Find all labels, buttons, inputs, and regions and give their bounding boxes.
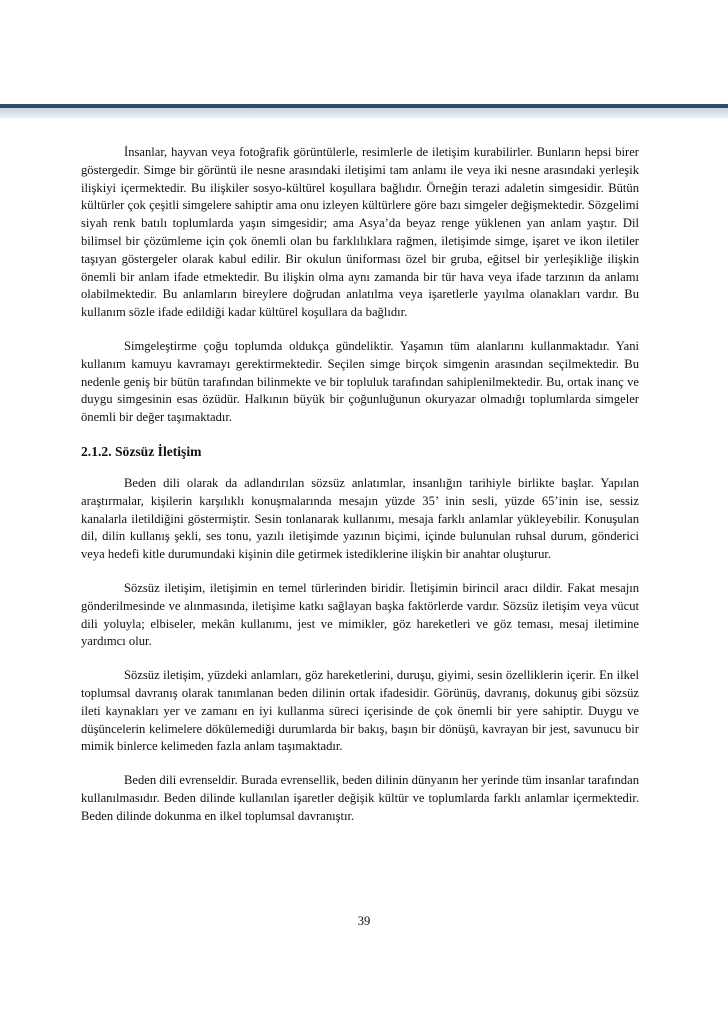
paragraph-nonverbal-types: Sözsüz iletişim, iletişimin en temel türlerinden biridir. İletişimin birincil aracı dildir. Fakat mesajın gönderilmesinde ve alınmasında, iletişime katkı sağlayan başka faktörlerde vardır. Sözsüz iletişim veya vücut dili yoluyla; elbiseler, mekân kullanımı, jest ve mimikler, göz hareketleri ve göz teması, mesaj iletimine yardımcı olur. [81,580,639,649]
paragraph-universality: Beden dili evrenseldir. Burada evrensellik, beden dilinin dünyanın her yerinde tüm insanlar tarafından kullanılmasıdır. Beden dilinde kullanılan işaretler değişik kültür ve toplumlarda farklı anlamlar içermektedir. Beden dilinde dokunma en ilkel toplumsal davranıştır. [81,773,639,823]
header-rule-shadow [0,108,728,118]
section-heading: 2.1.2. Sözsüz İletişim [81,443,202,459]
page-body [81,144,639,842]
paragraph-symbolization: Simgeleştirme çoğu toplumda oldukça gündeliktir. Yaşamın tüm alanlarını kullanmaktadır. Yani kullanım kamuyu kavramayı gerektirmektedir. Seçilen simge birçok simgenin arasından seçilmektedir. Bu nedenle geniş bir bütün tarafından bilinmekte ve bir topluluk tarafından sahiplenilmektedir. Bu, ortak inanç ve duygu simgesinin esas özüdür. Halkının büyük bir çoğunluğunun okuryazar olmadığı toplumlarda simgeler önemli bir değer taşımaktadır. [81,338,639,425]
paragraph-nonverbal-contents: Sözsüz iletişim, yüzdeki anlamları, göz hareketlerini, duruşu, giyimi, sesin özelliklerin içerir. En ilkel toplumsal davranış olarak tanımlanan beden dilinin ortak ifadesidir. Görünüş, davranış, dokunuş gibi sözsüz ileti kaynakları yer ve zamanı en iyi kullanma süreci içerisinde de çok önemli bir yere sahiptir. Duygu ve düşüncelerin kelimelere dökülemediği durumlarda bir bakış, başın bir dönüşü, kavrayan bir jest, savunucu bir mimik binlerce kelimeden fazla anlam taşımaktadır. [81,668,639,754]
paragraph-body-language: Beden dili olarak da adlandırılan sözsüz anlatımlar, insanlığın tarihiyle birlikte başlar. Yapılan araştırmalar, kişilerin karşılıklı konuşmalarında mesajın yüzde 35’ inin sesli, yüzde 65’inin ise, sessiz kanalarla iletildiğini göstermiştir. Sesin tonlanarak kullanımı, mesaja farklı anlamlar yükleyebilir. Konuşulan dil, dilin kullanış şekli, ses tonu, yazılı iletişimde yazının biçimi, içinde bulunulan ruhsal durum, gönderici veya hedefi kitle durumundaki kişinin dile getirmek istediklerine ilişkin bir anahtar oluşturur. [81,475,639,562]
paragraph-symbols: İnsanlar, hayvan veya fotoğrafik görüntülerle, resimlerle de iletişim kurabilirler. Bunların hepsi birer göstergedir. Simge bir görüntü ile nesne arasındaki iletişimi tam anlamı ile veya iki nesne arasındaki yerleşik ilişkiyi içermektedir. Bu ilişkiler sosyo-kültürel koşullara bağlıdır. Örneğin terazi adaletin simgesidir. Bütün kültürler çok çeşitli simgelere sahiptir ama onu izleyen kültürlere göre bazı simgeler değişmektedir. Sözgelimi siyah renk batılı toplumlarda yaşın simgesidir; ama Asya’da beyaz renge yüklenen yan anlam yaştır. Dil bilimsel bir çözümleme için çok önemli olan bu farklılıklara rağmen, iletişimde simge, işaret ve ikon iletiler taşıyan göstergeler olarak kabul edilir. Bir okulun üniforması özel bir gruba, eğitsel bir yerleşikliğe ilişkin önemli bir anlam ifade etmektedir. Bu ilişkin olma aynı zamanda bir tür hava veya ifade tarzının da anlamı olabilmektedir. Bu anlamların bireylere doğrudan anlatılma veya işaretlerle yayılma olanakları vardır. Bu kullanım sözle ifade edildiği kadar kültürel koşullara da bağlıdır. [81,145,639,320]
page-number: 39 [357,914,371,928]
